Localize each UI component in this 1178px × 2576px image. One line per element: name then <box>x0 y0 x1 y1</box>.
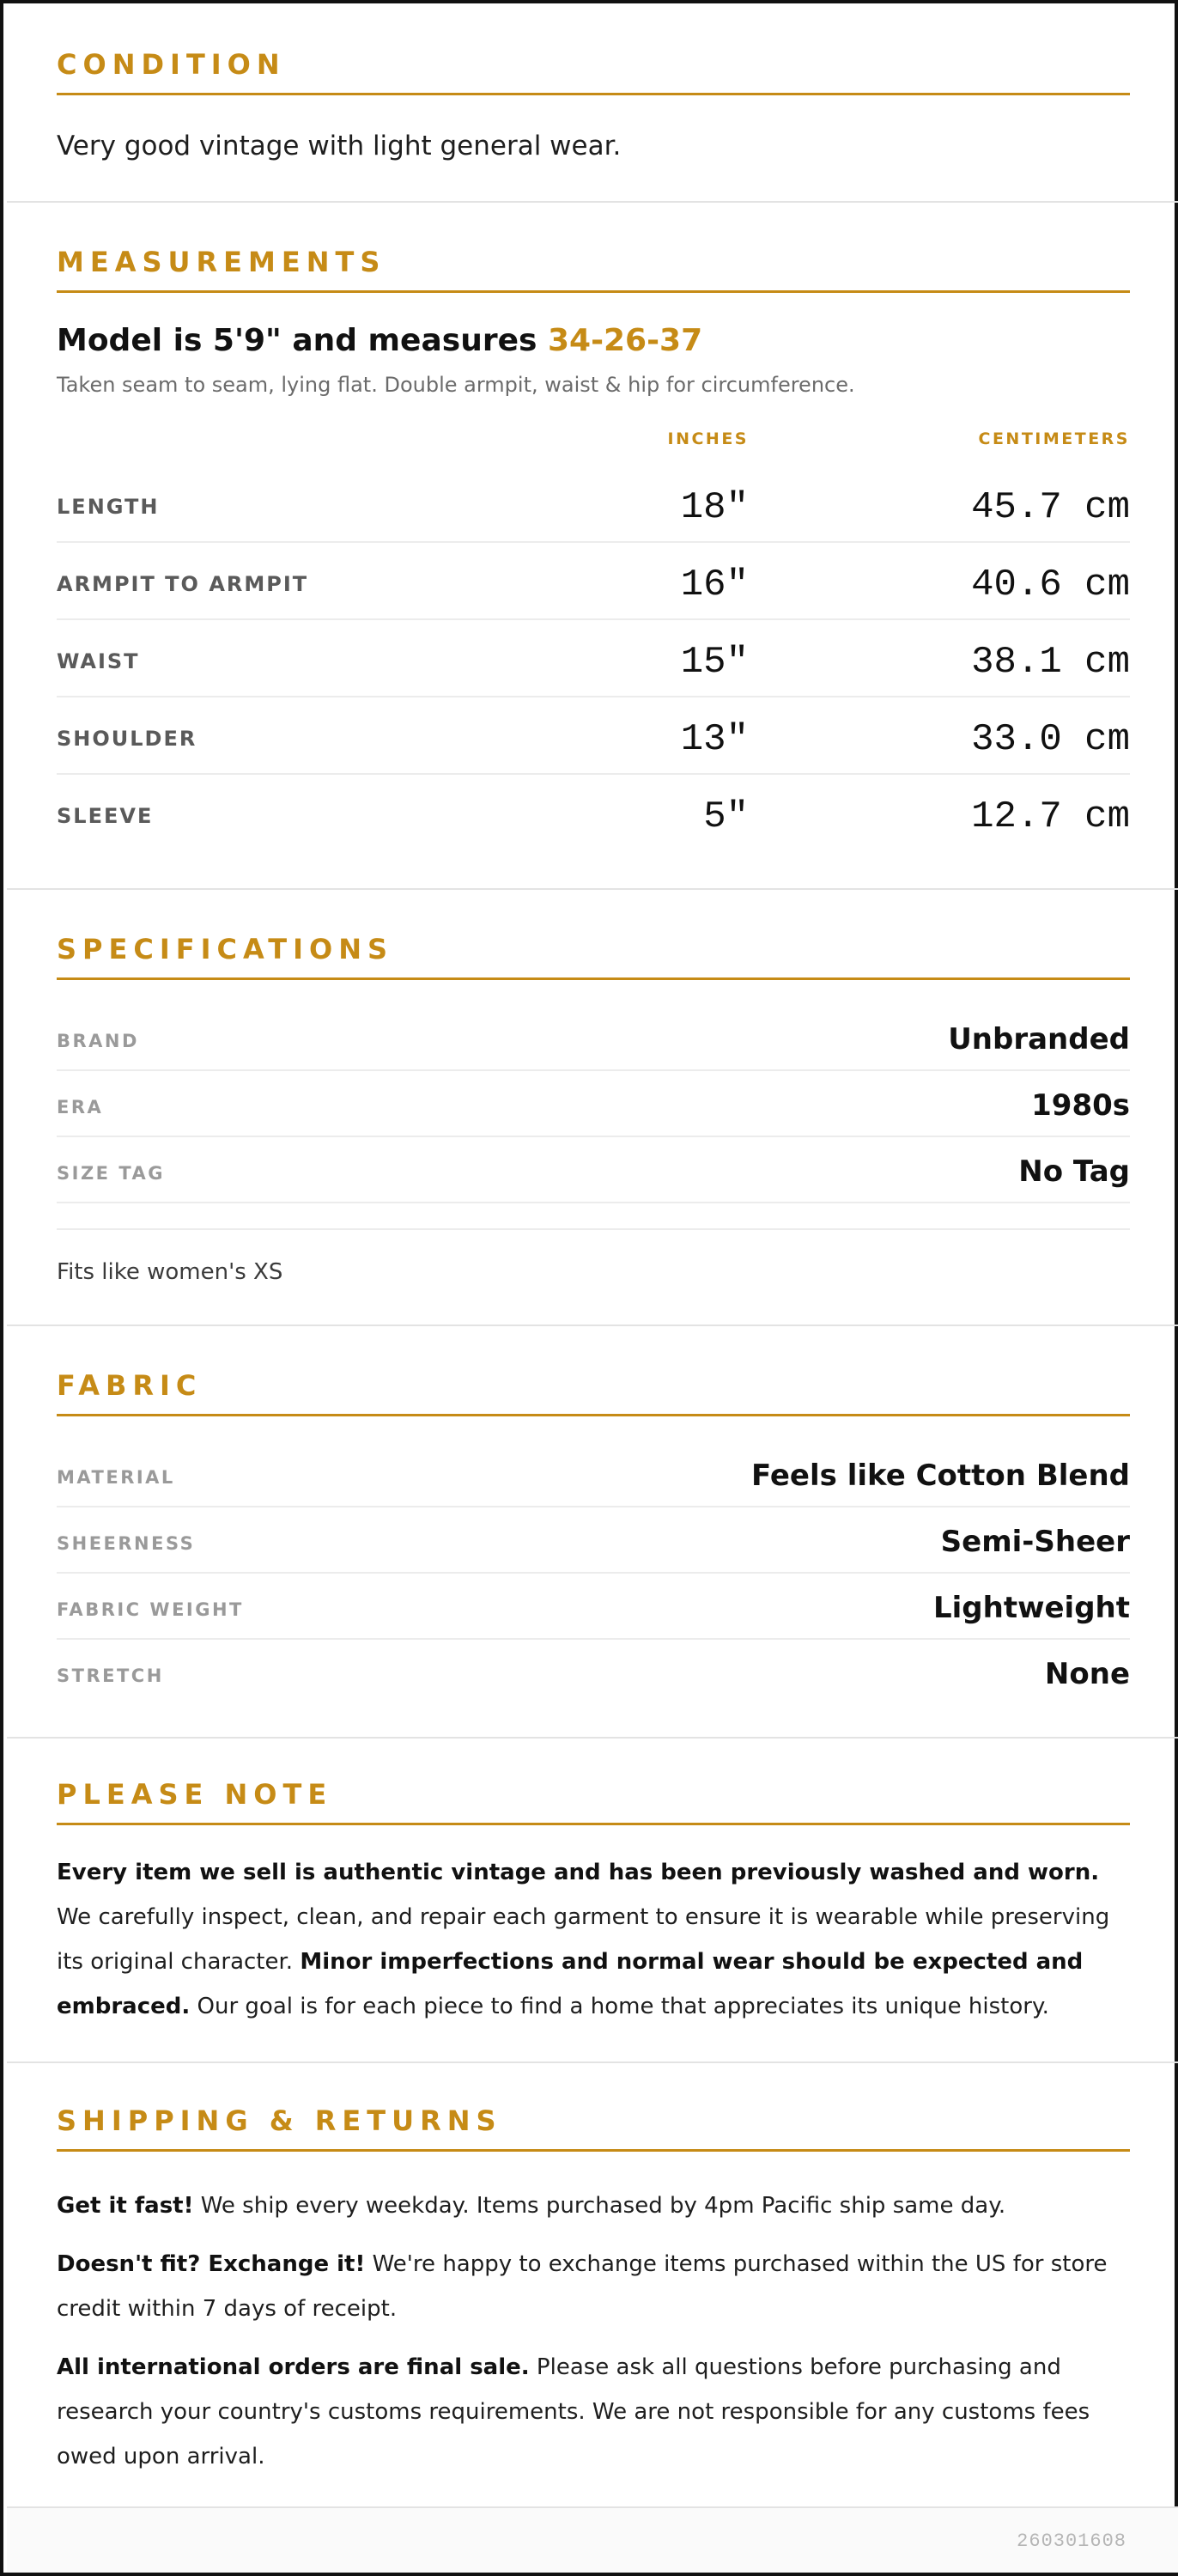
fit-note: Fits like women's XS <box>57 1259 283 1285</box>
sku-number: 260301608 <box>1017 2530 1126 2552</box>
shipping-paragraph-fast <box>57 2183 1130 2228</box>
fabric-label: SHEERNESS <box>57 1533 196 1554</box>
fabric-row-sheerness <box>57 1507 1130 1574</box>
measurement-row <box>57 620 1130 697</box>
shipping-text-fast: We ship every weekday. Items purchased by 4pm Pacific ship same day. <box>193 2193 1006 2219</box>
fabric-row-stretch <box>57 1640 1130 1706</box>
measurement-label: LENGTH <box>57 495 160 519</box>
condition-heading: CONDITION <box>57 48 1130 95</box>
specifications-heading: SPECIFICATIONS <box>57 933 1130 980</box>
fabric-label: STRETCH <box>57 1666 164 1686</box>
fabric-value: Semi-Sheer <box>940 1525 1130 1559</box>
model-measurements-value: 34-26-37 <box>547 323 703 358</box>
shipping-bold-international: All international orders are final sale. <box>57 2354 530 2380</box>
measurement-method-note: Taken seam to seam, lying flat. Double armpit, waist & hip for circumference. <box>57 373 855 397</box>
spec-label: SIZE TAG <box>57 1163 166 1184</box>
measurement-inches: 16" <box>680 563 749 606</box>
model-measurements-line <box>57 323 1130 358</box>
please-note-section <box>7 1739 1178 2063</box>
measurement-inches: 18" <box>680 486 749 529</box>
measurements-section <box>7 203 1178 890</box>
measurement-centimeters: 12.7 cm <box>971 795 1130 838</box>
measurement-row <box>57 775 1130 852</box>
measurement-label: ARMPIT TO ARMPIT <box>57 572 309 596</box>
fabric-value: Lightweight <box>932 1591 1130 1625</box>
fabric-row-material <box>57 1441 1130 1507</box>
shipping-returns-section <box>7 2063 1178 2508</box>
measurement-row <box>57 466 1130 543</box>
shipping-bold-exchange: Doesn't fit? Exchange it! <box>57 2251 366 2277</box>
fabric-row-weight <box>57 1574 1130 1640</box>
measurement-centimeters: 33.0 cm <box>971 718 1130 761</box>
fabric-label: MATERIAL <box>57 1467 175 1488</box>
measurement-inches: 15" <box>680 641 749 684</box>
measurement-inches: 5" <box>703 795 749 838</box>
measurement-row <box>57 543 1130 620</box>
spec-label: BRAND <box>57 1031 139 1051</box>
measurement-label: SHOULDER <box>57 727 197 751</box>
fabric-section <box>7 1326 1178 1739</box>
please-note-bold-2: Minor imperfections and normal wear should be expected and embraced. <box>57 1949 1084 2019</box>
please-note-text-2: Our goal is for each piece to find a home that appreciates its unique history. <box>190 1994 1049 2019</box>
measurement-row <box>57 697 1130 775</box>
measurement-label: SLEEVE <box>57 804 154 828</box>
spec-row-brand <box>57 1005 1130 1071</box>
spec-value: Unbranded <box>948 1022 1130 1057</box>
spec-row-era <box>57 1071 1130 1137</box>
please-note-paragraph <box>57 1850 1130 2029</box>
measurements-column-headers <box>57 429 1130 455</box>
spec-label: ERA <box>57 1097 104 1117</box>
spec-divider <box>57 1228 1130 1230</box>
spec-value: No Tag <box>1018 1154 1130 1189</box>
please-note-heading: PLEASE NOTE <box>57 1778 1130 1825</box>
measurement-centimeters: 45.7 cm <box>971 486 1130 529</box>
spec-row-size-tag <box>57 1137 1130 1203</box>
condition-section <box>7 3 1178 203</box>
footer <box>7 2508 1178 2573</box>
please-note-text-1: We carefully inspect, clean, and repair each garment to ensure it is wearable while preserving its original character. <box>57 1904 1110 1975</box>
measurement-centimeters: 40.6 cm <box>971 563 1130 606</box>
shipping-paragraph-international <box>57 2345 1130 2479</box>
shipping-returns-heading: SHIPPING & RETURNS <box>57 2104 1130 2152</box>
model-measurements-prefix: Model is 5'9" and measures <box>57 323 548 358</box>
condition-text: Very good vintage with light general wear. <box>57 131 622 161</box>
measurement-centimeters: 38.1 cm <box>971 641 1130 684</box>
please-note-bold-1: Every item we sell is authentic vintage and has been previously washed and worn. <box>57 1860 1100 1885</box>
fabric-value: None <box>1044 1657 1130 1691</box>
measurement-inches: 13" <box>680 718 749 761</box>
fabric-heading: FABRIC <box>57 1369 1130 1416</box>
measurement-label: WAIST <box>57 649 140 673</box>
shipping-text-international: Please ask all questions before purchasing and research your country's customs requirements. We are not responsible for any customs fees owed upon arrival. <box>57 2354 1090 2469</box>
fabric-value: Feels like Cotton Blend <box>751 1459 1130 1493</box>
spec-value: 1980s <box>1031 1088 1130 1123</box>
shipping-bold-fast: Get it fast! <box>57 2193 194 2219</box>
centimeters-column-header: CENTIMETERS <box>978 429 1130 448</box>
specifications-section <box>7 890 1178 1326</box>
fabric-label: FABRIC WEIGHT <box>57 1599 244 1620</box>
measurements-heading: MEASUREMENTS <box>57 246 1130 293</box>
shipping-paragraph-exchange <box>57 2242 1130 2331</box>
inches-column-header: INCHES <box>667 429 749 448</box>
shipping-text-exchange: We're happy to exchange items purchased within the US for store credit within 7 days of receipt. <box>57 2251 1108 2322</box>
